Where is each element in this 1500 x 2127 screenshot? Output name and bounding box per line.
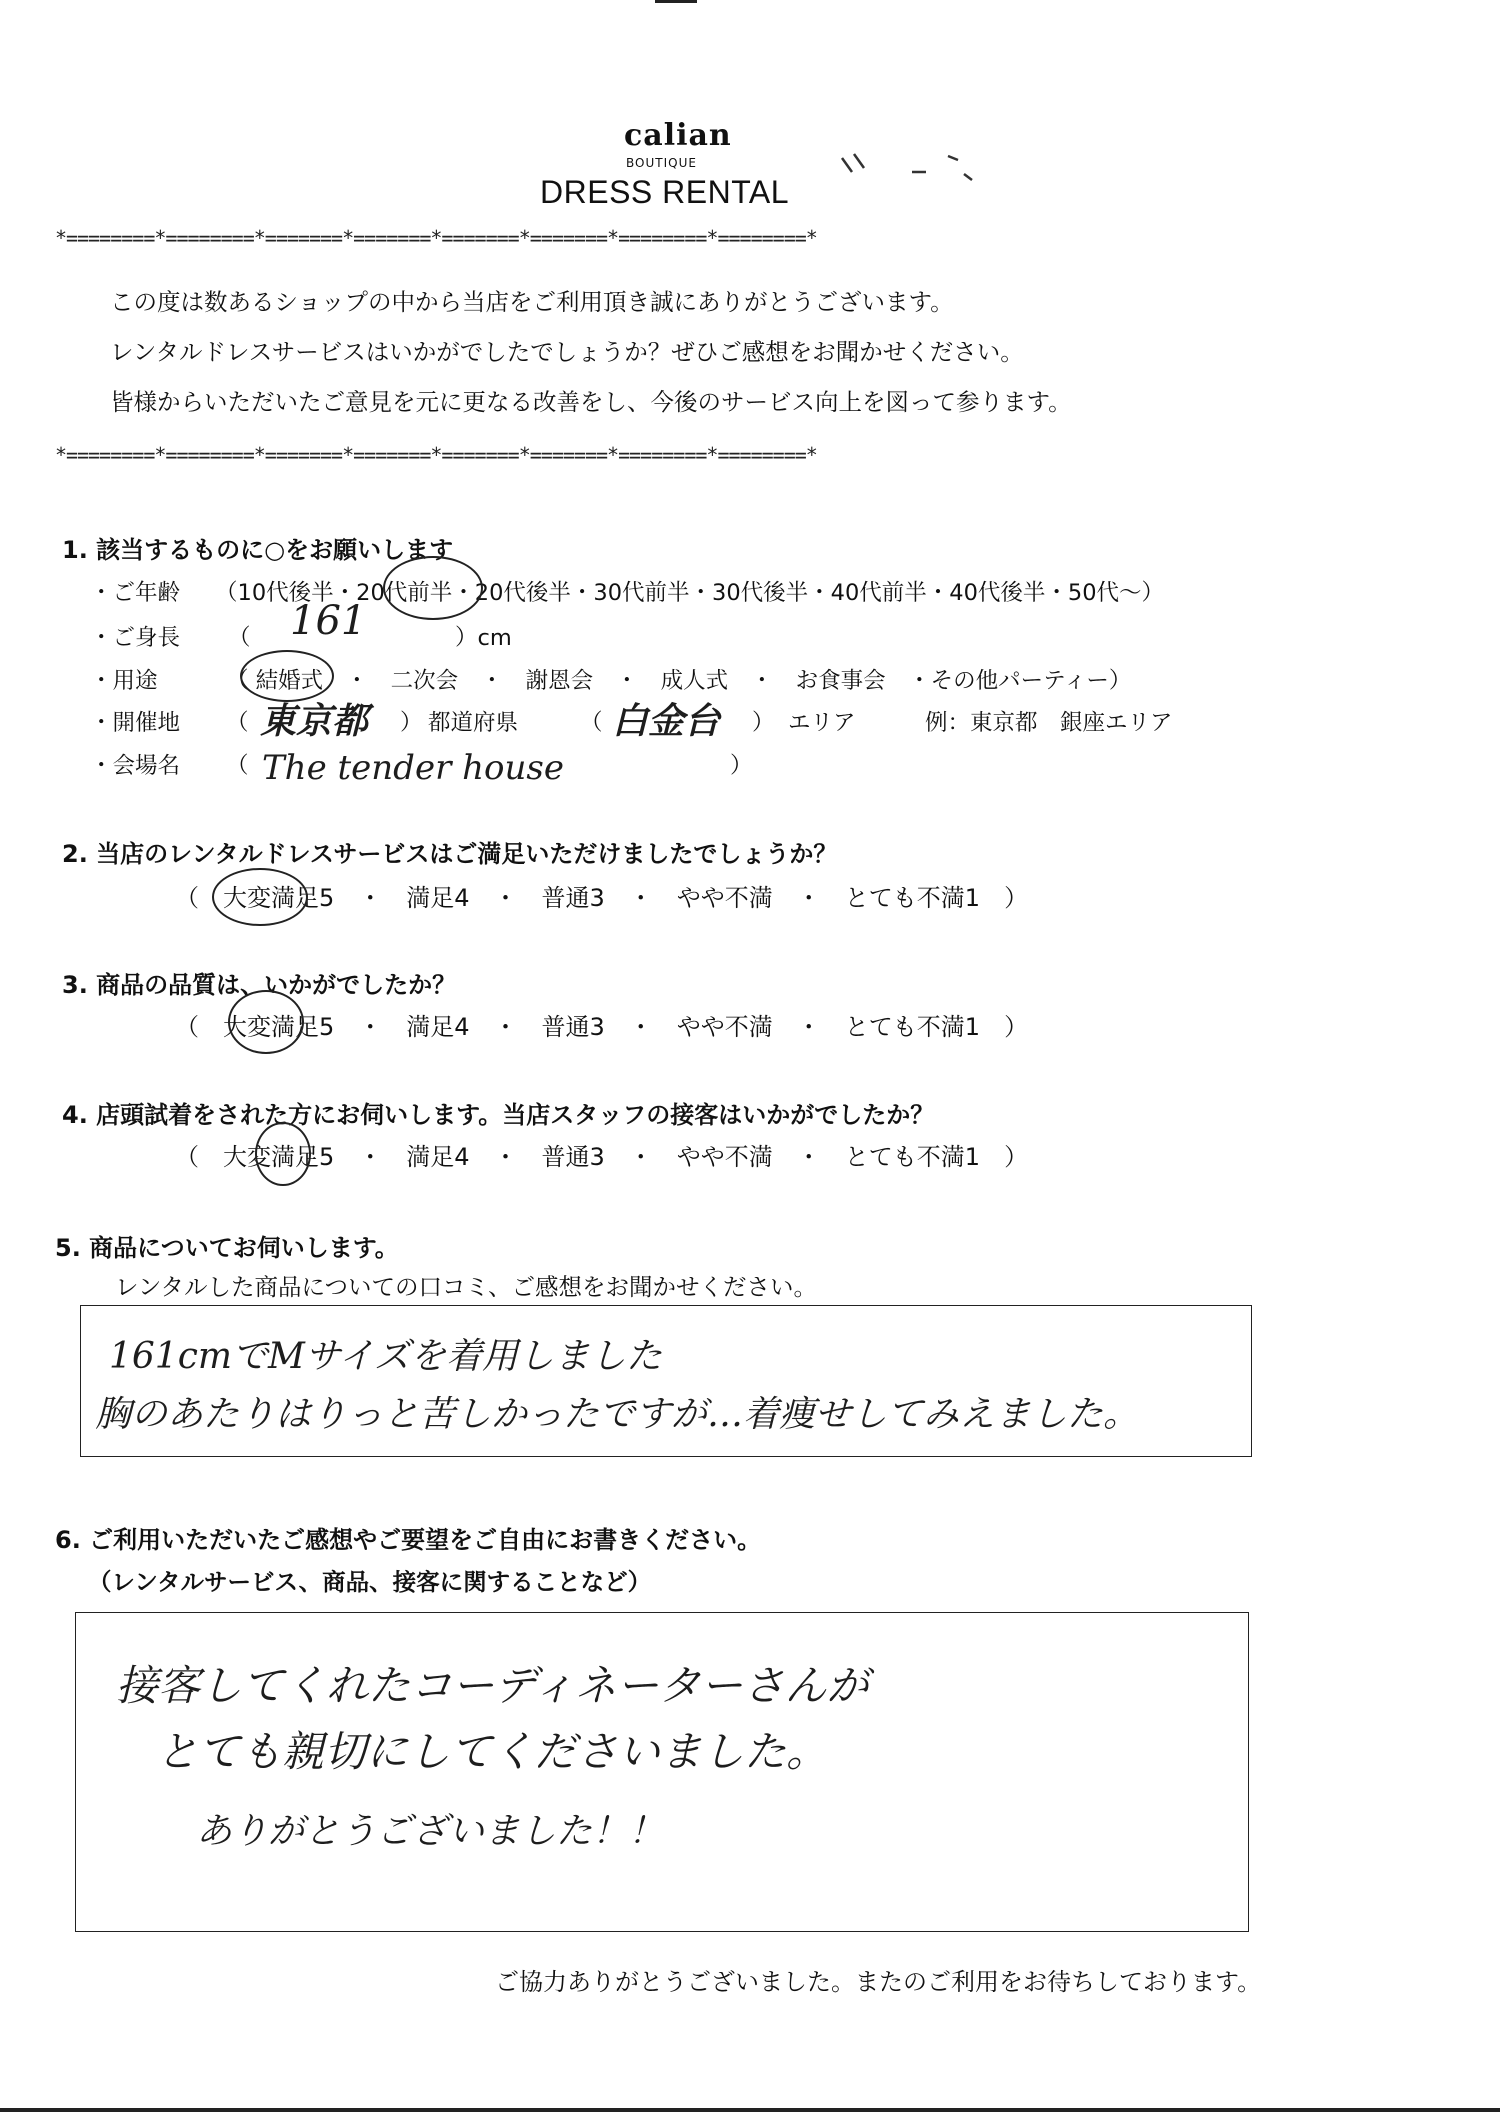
logo-wordmark: calian (624, 118, 732, 153)
location-label: ・開催地 (90, 710, 181, 736)
q1-title: 1. 該当するものに○をお願いします (62, 536, 454, 564)
purpose-label: ・用途 (90, 668, 158, 694)
purpose-options: （ 結婚式 ・ 二次会 ・ 謝恩会 ・ 成人式 ・ お食事会 ・その他パーティー） (226, 668, 1132, 694)
height-open-paren: （ (228, 625, 251, 651)
intro-line-2: レンタルドレスサービスはいかがでしたでしょうか？ぜひご感想をお聞かせください。 (110, 338, 1024, 366)
closing-message: ご協力ありがとうございました。またのご利用をお待ちしております。 (495, 1968, 1262, 1996)
logo-subtitle: BOUTIQUE (626, 156, 697, 170)
shop-logo (540, 118, 840, 218)
height-value: 161 (290, 598, 367, 644)
scan-edge-mark (655, 0, 697, 3)
stray-pen-marks (840, 150, 1010, 190)
intro-line-3: 皆様からいただいたご意見を元に更なる改善をし、今後のサービス向上を図って参ります。 (110, 388, 1072, 416)
q3-title: 3. 商品の品質は、いかがでしたか？ (62, 971, 457, 999)
location-prefecture-suffix: 都道府県 (428, 710, 519, 736)
q6-answer-line-2: とても親切にしてくださいました。 (156, 1727, 829, 1776)
q4-selection-circle (255, 1122, 311, 1186)
q6-answer-line-1: 接客してくれたコーディネーターさんが (116, 1661, 869, 1710)
height-unit: ）cm (455, 625, 512, 651)
q4-title: 4. 店頭試着をされた方にお伺いします。当店スタッフの接客はいかがでしたか？ (62, 1101, 935, 1129)
q2-title: 2. 当店のレンタルドレスサービスはご満足いただけましたでしょうか？ (62, 840, 838, 868)
age-selection-circle (383, 556, 483, 620)
venue-value: The tender house (262, 748, 564, 788)
q2-rating-scale: （ 大変満足5 ・ 満足4 ・ 普通3 ・ やや不満 ・ とても不満1 ） (175, 884, 1029, 912)
location-example: 例：東京都 銀座エリア (925, 710, 1173, 736)
q5-answer-line-1: 161cmでMサイズを着用しました (109, 1336, 662, 1377)
q5-title: 5. 商品についてお伺いします。 (55, 1234, 399, 1262)
intro-line-1: この度は数あるショップの中から当店をご利用頂き誠にありがとうございます。 (110, 288, 954, 316)
location-area-suffix: エリア (788, 710, 856, 736)
q6-answer-box (75, 1612, 1249, 1932)
q5-answer-line-2: 胸のあたりはりっと苦しかったですが…着痩せしてみえました。 (95, 1394, 1140, 1435)
q6-answer-line-3: ありがとうございました！！ (196, 1811, 665, 1852)
q6-subtitle: （レンタルサービス、商品、接客に関することなど） (88, 1568, 652, 1596)
scan-bottom-edge (0, 2108, 1500, 2112)
height-label: ・ご身長 (90, 625, 181, 651)
q3-selection-circle (228, 990, 304, 1054)
q4-rating-scale: （ 大変満足5 ・ 満足4 ・ 普通3 ・ やや不満 ・ とても不満1 ） (175, 1143, 1029, 1171)
logo-dress-rental: DRESS RENTAL (540, 174, 790, 210)
location-area-value: 白金台 (612, 700, 721, 742)
divider-top: *========*========*=======*=======*=======*=======*========*========* (55, 226, 817, 250)
divider-middle: *========*========*=======*=======*=======*=======*========*========* (55, 443, 817, 467)
q3-rating-scale: （ 大変満足5 ・ 満足4 ・ 普通3 ・ やや不満 ・ とても不満1 ） (175, 1013, 1029, 1041)
q6-title: 6. ご利用いただいたご感想やご要望をご自由にお書きください。 (55, 1526, 762, 1554)
q5-answer-box (80, 1305, 1252, 1457)
q2-selection-circle (212, 868, 308, 926)
venue-label: ・会場名 (90, 753, 181, 779)
age-label: ・ご年齢 (90, 580, 181, 606)
location-prefecture-value: 東京都 (260, 700, 369, 742)
age-options: （10代後半・20代前半・20代後半・30代前半・30代後半・40代前半・40代後半・50代〜） (215, 580, 1165, 606)
q5-subtitle: レンタルした商品についての口コミ、ご感想をお聞かせください。 (115, 1273, 818, 1301)
